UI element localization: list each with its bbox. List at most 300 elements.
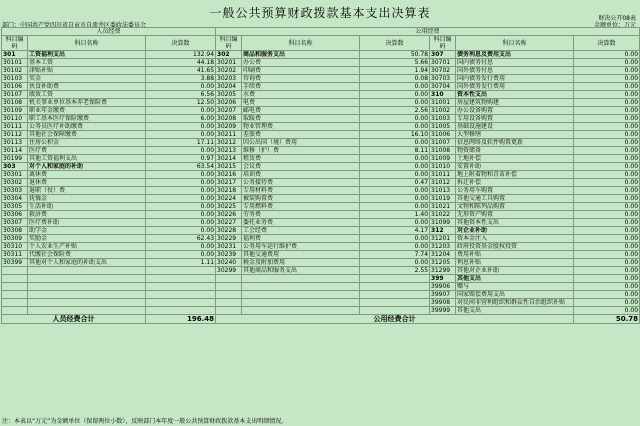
row-code: 30226 bbox=[216, 211, 242, 219]
row-name: 基础设施建设 bbox=[456, 123, 574, 131]
row-amount: 0.00 bbox=[360, 203, 430, 211]
row-amount: 0.00 bbox=[146, 147, 216, 155]
row-name: 其他支出 bbox=[456, 275, 574, 283]
row-code: 30310 bbox=[2, 243, 28, 251]
row-code: 30703 bbox=[430, 75, 456, 83]
row-code: 31006 bbox=[430, 131, 456, 139]
row-amount bbox=[146, 267, 216, 275]
row-amount: 0.00 bbox=[574, 163, 640, 171]
table-row bbox=[2, 115, 640, 123]
row-code: 30399 bbox=[2, 259, 28, 267]
table-row bbox=[2, 51, 640, 59]
row-name: 培训费 bbox=[242, 171, 360, 179]
row-name: 办公费 bbox=[242, 59, 360, 67]
row-name bbox=[28, 267, 146, 275]
row-amount bbox=[146, 307, 216, 315]
row-name: 抚恤金 bbox=[28, 195, 146, 203]
row-amount: 0.00 bbox=[360, 171, 430, 179]
row-amount: 12.50 bbox=[146, 99, 216, 107]
row-name: 伙食补助费 bbox=[28, 83, 146, 91]
row-name: 租赁费 bbox=[242, 155, 360, 163]
row-amount: 0.00 bbox=[574, 131, 640, 139]
row-code: 30228 bbox=[216, 227, 242, 235]
row-amount: 0.00 bbox=[146, 83, 216, 91]
row-name bbox=[28, 307, 146, 315]
row-code: 31001 bbox=[430, 99, 456, 107]
row-code: 30231 bbox=[216, 243, 242, 251]
row-name: 赠与 bbox=[456, 283, 574, 291]
row-code: 31003 bbox=[430, 115, 456, 123]
row-amount: 0.00 bbox=[360, 91, 430, 99]
row-code: 30110 bbox=[2, 115, 28, 123]
row-name: 取暖费 bbox=[242, 115, 360, 123]
row-code bbox=[216, 299, 242, 307]
table-row bbox=[2, 123, 640, 131]
row-amount: 0.00 bbox=[146, 131, 216, 139]
row-name: 其他交通费用 bbox=[242, 251, 360, 259]
row-name: 地上附着物和青苗补偿 bbox=[456, 171, 574, 179]
row-code: 30308 bbox=[2, 227, 28, 235]
row-name: 债务利息及费用支出 bbox=[456, 51, 574, 59]
row-code: 307 bbox=[430, 51, 456, 59]
row-code: 30102 bbox=[2, 67, 28, 75]
row-amount: 0.00 bbox=[574, 83, 640, 91]
table-row bbox=[2, 291, 640, 299]
col-amount: 决算数 bbox=[146, 36, 216, 51]
row-code: 30304 bbox=[2, 195, 28, 203]
row-amount: 0.00 bbox=[574, 187, 640, 195]
row-amount: 0.00 bbox=[146, 187, 216, 195]
row-name: 生活补助 bbox=[28, 203, 146, 211]
row-code: 30213 bbox=[216, 147, 242, 155]
row-code: 30207 bbox=[216, 107, 242, 115]
row-code: 30212 bbox=[216, 139, 242, 147]
row-name: 专用燃料费 bbox=[242, 203, 360, 211]
row-code: 30702 bbox=[430, 67, 456, 75]
row-amount: 8.11 bbox=[360, 147, 430, 155]
row-name: 其他对个人和家庭的补助支出 bbox=[28, 259, 146, 267]
row-name: 公务用车购置 bbox=[456, 187, 574, 195]
col-name: 科目名称 bbox=[242, 36, 360, 51]
table-row bbox=[2, 299, 640, 307]
row-amount: 0.00 bbox=[146, 195, 216, 203]
row-name: 水费 bbox=[242, 91, 360, 99]
row-code: 31010 bbox=[430, 163, 456, 171]
row-code bbox=[2, 267, 28, 275]
row-code: 30299 bbox=[216, 267, 242, 275]
row-amount: 0.00 bbox=[574, 291, 640, 299]
row-name: 大型修缮 bbox=[456, 131, 574, 139]
row-amount: 0.00 bbox=[574, 171, 640, 179]
footnote: 注：本表以“万元”为金额单位（保留两位小数），反映部门本年度一般公共预算财政拨款基本支出明细情况。 bbox=[2, 418, 288, 425]
row-amount: 0.00 bbox=[574, 227, 640, 235]
row-amount: 0.47 bbox=[360, 179, 430, 187]
row-name: 职业年金缴费 bbox=[28, 107, 146, 115]
row-code: 31007 bbox=[430, 139, 456, 147]
row-name: 税金及附加费用 bbox=[242, 259, 360, 267]
row-code: 30106 bbox=[2, 83, 28, 91]
row-amount bbox=[360, 283, 430, 291]
row-name: 其他工资福利支出 bbox=[28, 155, 146, 163]
col-code: 科目编码 bbox=[430, 36, 456, 51]
row-code: 310 bbox=[430, 91, 456, 99]
row-code: 39907 bbox=[430, 291, 456, 299]
row-amount: 0.00 bbox=[574, 251, 640, 259]
personnel-total-label: 人员经费合计 bbox=[2, 315, 146, 324]
row-amount: 0.00 bbox=[360, 259, 430, 267]
row-code: 301 bbox=[2, 51, 28, 59]
row-code: 30704 bbox=[430, 83, 456, 91]
row-name: 物业管理费 bbox=[242, 123, 360, 131]
row-amount: 4.17 bbox=[360, 227, 430, 235]
row-amount: 0.00 bbox=[360, 123, 430, 131]
row-amount: 0.00 bbox=[574, 243, 640, 251]
row-name bbox=[242, 283, 360, 291]
row-name: 信息网络及软件购置更新 bbox=[456, 139, 574, 147]
row-name: 绩效工资 bbox=[28, 91, 146, 99]
table-row bbox=[2, 235, 640, 243]
row-amount: 0.00 bbox=[360, 115, 430, 123]
row-name: 差旅费 bbox=[242, 131, 360, 139]
row-code: 30229 bbox=[216, 235, 242, 243]
table-row bbox=[2, 283, 640, 291]
row-amount: 0.00 bbox=[146, 203, 216, 211]
totals-row bbox=[2, 315, 640, 324]
table-row bbox=[2, 275, 640, 283]
row-code: 30205 bbox=[216, 91, 242, 99]
row-name: 电费 bbox=[242, 99, 360, 107]
table-row bbox=[2, 211, 640, 219]
row-amount: 0.00 bbox=[574, 235, 640, 243]
row-name: 国外债务发行费用 bbox=[456, 83, 574, 91]
row-code: 30103 bbox=[2, 75, 28, 83]
row-name: 政府投资基金股权投资 bbox=[456, 243, 574, 251]
table-row bbox=[2, 171, 640, 179]
row-amount: 0.00 bbox=[574, 299, 640, 307]
row-code: 30306 bbox=[2, 211, 28, 219]
row-name: 国内债务发行费用 bbox=[456, 75, 574, 83]
row-name: 福利费 bbox=[242, 235, 360, 243]
row-code: 30206 bbox=[216, 99, 242, 107]
row-code bbox=[2, 307, 28, 315]
row-name: 费用补贴 bbox=[456, 251, 574, 259]
row-amount: 0.00 bbox=[146, 123, 216, 131]
row-code: 30114 bbox=[2, 147, 28, 155]
row-name: 其他资本性支出 bbox=[456, 219, 574, 227]
row-name: 被装购置费 bbox=[242, 195, 360, 203]
row-amount: 5.66 bbox=[360, 59, 430, 67]
row-code: 30240 bbox=[216, 259, 242, 267]
row-name: 资本性支出 bbox=[456, 91, 574, 99]
row-name: 手续费 bbox=[242, 83, 360, 91]
row-code: 31203 bbox=[430, 243, 456, 251]
row-name: 对企业补助 bbox=[456, 227, 574, 235]
row-amount: 2.55 bbox=[360, 267, 430, 275]
row-amount: 0.00 bbox=[360, 195, 430, 203]
row-code: 30101 bbox=[2, 59, 28, 67]
row-amount: 41.65 bbox=[146, 67, 216, 75]
row-code bbox=[216, 275, 242, 283]
row-amount: 1.94 bbox=[360, 67, 430, 75]
row-name: 代缴社会保险费 bbox=[28, 251, 146, 259]
row-name: 拆迁补偿 bbox=[456, 179, 574, 187]
row-amount bbox=[146, 291, 216, 299]
row-name: 劳务费 bbox=[242, 211, 360, 219]
row-name bbox=[28, 275, 146, 283]
row-amount: 16.10 bbox=[360, 131, 430, 139]
row-amount: 7.74 bbox=[360, 251, 430, 259]
row-code: 312 bbox=[430, 227, 456, 235]
row-name: 退休费 bbox=[28, 179, 146, 187]
row-amount: 50.78 bbox=[360, 51, 430, 59]
row-amount bbox=[360, 291, 430, 299]
row-code: 31009 bbox=[430, 155, 456, 163]
row-name: 因公出国（境）费用 bbox=[242, 139, 360, 147]
row-amount: 6.56 bbox=[146, 91, 216, 99]
row-name: 职工基本医疗保险缴费 bbox=[28, 115, 146, 123]
table-row bbox=[2, 155, 640, 163]
row-name bbox=[28, 291, 146, 299]
row-amount: 0.08 bbox=[360, 75, 430, 83]
table-row bbox=[2, 251, 640, 259]
row-code: 31022 bbox=[430, 211, 456, 219]
row-amount: 0.00 bbox=[360, 99, 430, 107]
table-row bbox=[2, 139, 640, 147]
row-code: 30302 bbox=[2, 179, 28, 187]
row-code: 31011 bbox=[430, 171, 456, 179]
row-amount: 0.00 bbox=[574, 123, 640, 131]
row-amount bbox=[360, 307, 430, 315]
row-code: 30227 bbox=[216, 219, 242, 227]
row-code bbox=[2, 275, 28, 283]
row-code: 30239 bbox=[216, 251, 242, 259]
unit-label: 金额单位：万元 bbox=[593, 22, 636, 29]
row-code: 30305 bbox=[2, 203, 28, 211]
row-amount: 44.18 bbox=[146, 59, 216, 67]
row-amount: 0.00 bbox=[574, 179, 640, 187]
table-row bbox=[2, 219, 640, 227]
row-name: 土地补偿 bbox=[456, 155, 574, 163]
row-code: 30311 bbox=[2, 251, 28, 259]
row-code: 30214 bbox=[216, 155, 242, 163]
row-name: 资本金注入 bbox=[456, 235, 574, 243]
table-row bbox=[2, 131, 640, 139]
row-amount: 132.94 bbox=[146, 51, 216, 59]
col-name: 科目名称 bbox=[456, 36, 574, 51]
row-name: 奖金 bbox=[28, 75, 146, 83]
table-row bbox=[2, 59, 640, 67]
row-name bbox=[28, 283, 146, 291]
row-amount: 1.11 bbox=[146, 259, 216, 267]
row-name: 会议费 bbox=[242, 163, 360, 171]
row-name: 工会经费 bbox=[242, 227, 360, 235]
row-name: 其他社会保障缴费 bbox=[28, 131, 146, 139]
row-amount: 0.00 bbox=[574, 203, 640, 211]
row-code: 31002 bbox=[430, 107, 456, 115]
row-name: 公务用车运行维护费 bbox=[242, 243, 360, 251]
row-amount: 0.00 bbox=[574, 75, 640, 83]
row-name: 公务员医疗补助缴费 bbox=[28, 123, 146, 131]
row-code: 30225 bbox=[216, 203, 242, 211]
table-row bbox=[2, 243, 640, 251]
col-amount: 决算数 bbox=[574, 36, 640, 51]
row-amount: 0.00 bbox=[146, 107, 216, 115]
table-row bbox=[2, 195, 640, 203]
row-name: 奖励金 bbox=[28, 235, 146, 243]
row-code: 30309 bbox=[2, 235, 28, 243]
row-name: 机关事业单位基本养老保险费 bbox=[28, 99, 146, 107]
public-total-value: 50.78 bbox=[574, 315, 640, 324]
row-name: 邮电费 bbox=[242, 107, 360, 115]
public-total-label: 公用经费合计 bbox=[216, 315, 574, 324]
col-code: 科目编码 bbox=[2, 36, 28, 51]
row-code: 31204 bbox=[430, 251, 456, 259]
row-amount: 0.00 bbox=[360, 139, 430, 147]
table-row bbox=[2, 99, 640, 107]
row-amount: 0.00 bbox=[360, 163, 430, 171]
row-code: 31012 bbox=[430, 179, 456, 187]
row-code bbox=[2, 299, 28, 307]
row-code: 31008 bbox=[430, 147, 456, 155]
table-row bbox=[2, 267, 640, 275]
table-row bbox=[2, 147, 640, 155]
row-code: 30208 bbox=[216, 115, 242, 123]
row-amount: 0.00 bbox=[574, 195, 640, 203]
row-code bbox=[216, 307, 242, 315]
row-name: 工资福利支出 bbox=[28, 51, 146, 59]
row-code: 30216 bbox=[216, 171, 242, 179]
row-amount: 0.00 bbox=[360, 219, 430, 227]
row-amount bbox=[146, 283, 216, 291]
table-row bbox=[2, 67, 640, 75]
row-amount: 0.00 bbox=[574, 99, 640, 107]
row-code bbox=[2, 291, 28, 299]
row-code: 30209 bbox=[216, 123, 242, 131]
row-amount: 0.00 bbox=[574, 91, 640, 99]
row-name: 医疗费补助 bbox=[28, 219, 146, 227]
row-code: 30202 bbox=[216, 67, 242, 75]
row-amount: 2.56 bbox=[360, 107, 430, 115]
row-amount: 0.00 bbox=[360, 235, 430, 243]
table-body bbox=[2, 51, 640, 315]
row-name bbox=[242, 275, 360, 283]
row-name: 文物和陈列品购置 bbox=[456, 203, 574, 211]
row-name: 物资储备 bbox=[456, 147, 574, 155]
row-code: 31005 bbox=[430, 123, 456, 131]
row-amount: 0.00 bbox=[574, 267, 640, 275]
row-name: 基本工资 bbox=[28, 59, 146, 67]
row-amount: 3.88 bbox=[146, 75, 216, 83]
row-name: 咨询费 bbox=[242, 75, 360, 83]
header-row-groups bbox=[2, 28, 640, 36]
row-name: 其他支出 bbox=[456, 307, 574, 315]
table-row bbox=[2, 75, 640, 83]
row-name: 印刷费 bbox=[242, 67, 360, 75]
row-code: 30701 bbox=[430, 59, 456, 67]
row-amount: 0.00 bbox=[146, 211, 216, 219]
row-name: 助学金 bbox=[28, 227, 146, 235]
row-amount: 0.00 bbox=[574, 275, 640, 283]
row-name: 其他对企业补助 bbox=[456, 267, 574, 275]
row-name: 离休费 bbox=[28, 171, 146, 179]
row-amount bbox=[146, 275, 216, 283]
row-amount: 0.97 bbox=[146, 155, 216, 163]
row-name bbox=[28, 299, 146, 307]
row-code: 30301 bbox=[2, 171, 28, 179]
row-amount: 0.00 bbox=[574, 147, 640, 155]
table-row bbox=[2, 307, 640, 315]
row-name bbox=[242, 299, 360, 307]
row-code: 30215 bbox=[216, 163, 242, 171]
row-amount: 0.00 bbox=[574, 51, 640, 59]
row-code: 30201 bbox=[216, 59, 242, 67]
row-code: 30218 bbox=[216, 187, 242, 195]
row-code: 30217 bbox=[216, 179, 242, 187]
row-code: 302 bbox=[216, 51, 242, 59]
row-code: 30199 bbox=[2, 155, 28, 163]
row-name: 无形资产购置 bbox=[456, 211, 574, 219]
row-name: 津贴补贴 bbox=[28, 67, 146, 75]
row-code: 30211 bbox=[216, 131, 242, 139]
row-code: 31013 bbox=[430, 187, 456, 195]
row-code: 30107 bbox=[2, 91, 28, 99]
table-row bbox=[2, 107, 640, 115]
row-code: 303 bbox=[2, 163, 28, 171]
row-name: 利息补贴 bbox=[456, 259, 574, 267]
row-name: 其他商品和服务支出 bbox=[242, 267, 360, 275]
row-code: 31299 bbox=[430, 267, 456, 275]
row-amount: 17.11 bbox=[146, 139, 216, 147]
row-name: 国内债务付息 bbox=[456, 59, 574, 67]
row-code: 31099 bbox=[430, 219, 456, 227]
row-code: 30109 bbox=[2, 107, 28, 115]
row-name: 国家赔偿费用支出 bbox=[456, 291, 574, 299]
row-amount: 0.00 bbox=[574, 307, 640, 315]
row-amount: 0.00 bbox=[574, 107, 640, 115]
row-amount: 0.00 bbox=[574, 115, 640, 123]
row-name: 商品和服务支出 bbox=[242, 51, 360, 59]
row-amount: 0.00 bbox=[574, 139, 640, 147]
row-amount: 0.00 bbox=[574, 259, 640, 267]
personnel-header: 人员经费 bbox=[2, 28, 216, 36]
table-row bbox=[2, 163, 640, 171]
table-row bbox=[2, 187, 640, 195]
row-code: 30224 bbox=[216, 195, 242, 203]
row-code: 30203 bbox=[216, 75, 242, 83]
row-amount: 0.00 bbox=[360, 187, 430, 195]
row-code bbox=[216, 291, 242, 299]
row-amount: 0.00 bbox=[146, 219, 216, 227]
row-name: 房屋建筑物购建 bbox=[456, 99, 574, 107]
row-amount: 0.00 bbox=[574, 211, 640, 219]
row-amount: 0.00 bbox=[146, 243, 216, 251]
row-amount: 0.00 bbox=[574, 59, 640, 67]
row-code: 30113 bbox=[2, 139, 28, 147]
table-row bbox=[2, 259, 640, 267]
row-name: 个人农业生产补贴 bbox=[28, 243, 146, 251]
table-row bbox=[2, 203, 640, 211]
row-amount bbox=[360, 275, 430, 283]
row-amount: 0.00 bbox=[146, 251, 216, 259]
row-code: 39906 bbox=[430, 283, 456, 291]
col-code: 科目编码 bbox=[216, 36, 242, 51]
row-name: 其他交通工具购置 bbox=[456, 195, 574, 203]
row-name: 国外债务付息 bbox=[456, 67, 574, 75]
row-code: 31201 bbox=[430, 235, 456, 243]
row-name: 救济费 bbox=[28, 211, 146, 219]
row-amount: 6.00 bbox=[146, 115, 216, 123]
row-code bbox=[2, 283, 28, 291]
